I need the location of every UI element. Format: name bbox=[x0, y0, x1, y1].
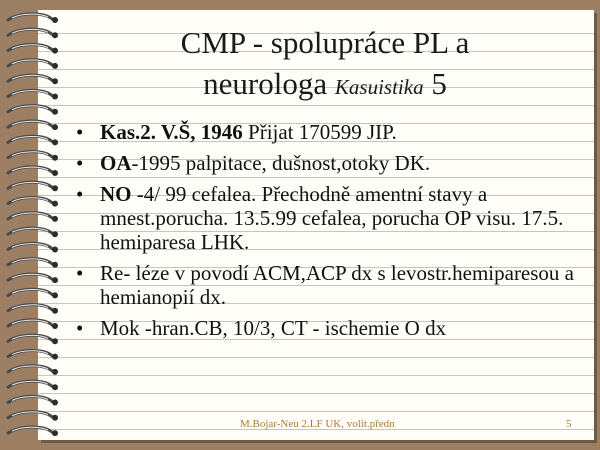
bullet-item-2 bbox=[70, 151, 580, 175]
binding-hole bbox=[52, 430, 58, 436]
binding-hole bbox=[52, 231, 58, 237]
binding-hole bbox=[52, 354, 58, 360]
binding-hole bbox=[52, 201, 58, 207]
title-italic-word: Kasuistika bbox=[334, 75, 424, 99]
binding-hole bbox=[52, 155, 58, 161]
title-line-1: CMP - spolupráce PL a bbox=[180, 25, 470, 60]
bullet-3-bold: NO bbox=[100, 182, 132, 206]
slide-footer: M.Bojar-Neu 2.LF UK, volit.předn bbox=[240, 418, 395, 430]
binding-hole bbox=[52, 185, 58, 191]
binding-hole bbox=[52, 109, 58, 115]
bullet-3-text: -4/ 99 cefalea. Přechodně amentní stavy a mnest.porucha. 13.5.99 cefalea, porucha OP visu. 17.5. hemiparesa LHK. bbox=[100, 182, 564, 254]
title-line-2-start: neurologa bbox=[203, 66, 335, 101]
bullet-2-text: -1995 palpitace, dušnost,otoky DK. bbox=[131, 151, 431, 175]
binding-hole bbox=[52, 277, 58, 283]
bullet-item-3 bbox=[70, 182, 580, 254]
bullet-4-text: Re- léze v povodí ACM,ACP dx s levostr.hemiparesou a hemianopií dx. bbox=[100, 261, 574, 309]
binding-hole bbox=[52, 400, 58, 406]
title-line-2 bbox=[50, 63, 600, 108]
bullet-item-4 bbox=[70, 261, 580, 309]
binding-hole bbox=[52, 247, 58, 253]
binding-hole bbox=[52, 384, 58, 390]
title-line-2-end: 5 bbox=[423, 66, 447, 101]
binding-hole bbox=[52, 415, 58, 421]
bullet-1-text: Přijat 170599 JIP. bbox=[242, 120, 397, 144]
binding-hole bbox=[52, 308, 58, 314]
binding-hole bbox=[52, 139, 58, 145]
binding-hole bbox=[52, 124, 58, 130]
bullet-item-5 bbox=[70, 316, 580, 340]
binding-hole bbox=[52, 216, 58, 222]
binding-hole bbox=[52, 338, 58, 344]
slide-title bbox=[50, 22, 600, 108]
binding-hole bbox=[52, 292, 58, 298]
bullet-item-1 bbox=[70, 120, 580, 144]
bullet-list bbox=[70, 120, 580, 347]
binding-hole bbox=[52, 323, 58, 329]
bullet-5-text: Mok -hran.CB, 10/3, CT - ischemie O dx bbox=[100, 316, 447, 340]
bullet-2-bold: OA bbox=[100, 151, 132, 175]
binding-hole bbox=[52, 262, 58, 268]
binding-hole bbox=[52, 170, 58, 176]
page-number: 5 bbox=[566, 418, 572, 430]
bullet-1-bold: Kas.2. V.Š, 1946 bbox=[100, 120, 243, 144]
binding-hole bbox=[52, 369, 58, 375]
